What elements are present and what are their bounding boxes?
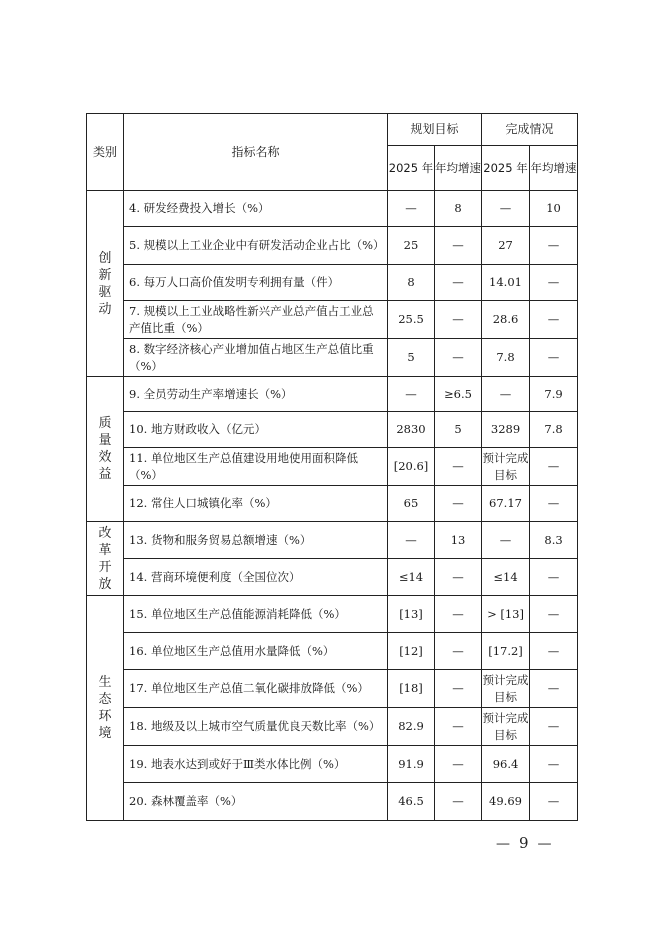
table-row [87,377,578,412]
indicator-name-cell: 18. 地级及以上城市空气质量优良天数比率（%） [124,708,388,746]
table-row [87,596,578,633]
done-2025-cell: [17.2] [482,633,530,670]
done-growth-cell: 10 [530,191,578,227]
plan-2025-cell: 2830 [388,412,435,448]
plan-growth-cell: — [435,448,482,486]
plan-growth-cell: — [435,633,482,670]
plan-growth-cell: — [435,265,482,301]
plan-2025-cell: — [388,191,435,227]
indicator-name-cell: 9. 全员劳动生产率增速长（%） [124,377,388,412]
category-label: 质量效益 [98,416,112,482]
done-growth-cell: 8.3 [530,522,578,559]
header-plan-growth: 年均增速 [435,146,482,191]
done-growth-cell: — [530,559,578,596]
category-cell [87,522,124,596]
table-body [87,191,578,821]
plan-growth-cell: — [435,783,482,821]
done-2025-cell: — [482,522,530,559]
category-label: 生态环境 [98,675,112,741]
plan-2025-cell: 65 [388,486,435,522]
indicator-name-cell: 17. 单位地区生产总值二氧化碳排放降低（%） [124,670,388,708]
indicator-name-cell: 7. 规模以上工业战略性新兴产业总产值占工业总产值比重（%） [124,301,388,339]
done-growth-cell: — [530,633,578,670]
plan-2025-cell: ≤14 [388,559,435,596]
table-row [87,522,578,559]
done-growth-cell: 7.8 [530,412,578,448]
done-growth-cell: — [530,746,578,783]
done-growth-cell: — [530,670,578,708]
plan-2025-cell: — [388,522,435,559]
done-2025-cell: — [482,377,530,412]
header-done-2025: 2025 年 [482,146,530,191]
plan-2025-cell: 82.9 [388,708,435,746]
header-indicator-name: 指标名称 [124,114,388,191]
indicator-name-cell: 16. 单位地区生产总值用水量降低（%） [124,633,388,670]
done-2025-cell: 96.4 [482,746,530,783]
done-growth-cell: — [530,708,578,746]
indicator-name-cell: 8. 数字经济核心产业增加值占地区生产总值比重（%） [124,339,388,377]
done-growth-cell: — [530,265,578,301]
category-label: 创新驱动 [98,250,112,317]
plan-growth-cell: 13 [435,522,482,559]
category-cell [87,377,124,522]
done-growth-cell: — [530,339,578,377]
table-row [87,339,578,377]
done-2025-cell: 28.6 [482,301,530,339]
plan-growth-cell: 8 [435,191,482,227]
table-row [87,633,578,670]
done-2025-cell: 预计完成目标 [482,708,530,746]
done-2025-cell: 预计完成目标 [482,448,530,486]
table-row [87,265,578,301]
indicator-name-cell: 20. 森林覆盖率（%） [124,783,388,821]
header-done-growth: 年均增速 [530,146,578,191]
table-row [87,412,578,448]
indicator-name-cell: 11. 单位地区生产总值建设用地使用面积降低（%） [124,448,388,486]
table-row [87,227,578,265]
plan-2025-cell: — [388,377,435,412]
plan-2025-cell: 91.9 [388,746,435,783]
table-row [87,559,578,596]
header-plan-target: 规划目标 [388,114,482,146]
category-label: 改革开放 [98,525,112,592]
table-row [87,486,578,522]
done-2025-cell: 67.17 [482,486,530,522]
plan-growth-cell: — [435,486,482,522]
done-2025-cell: 7.8 [482,339,530,377]
plan-growth-cell: — [435,708,482,746]
indicator-name-cell: 13. 货物和服务贸易总额增速（%） [124,522,388,559]
plan-2025-cell: [13] [388,596,435,633]
indicator-name-cell: 4. 研发经费投入增长（%） [124,191,388,227]
table-row [87,301,578,339]
plan-2025-cell: 8 [388,265,435,301]
plan-growth-cell: — [435,227,482,265]
plan-2025-cell: [20.6] [388,448,435,486]
table-row [87,448,578,486]
done-2025-cell: ≤14 [482,559,530,596]
category-cell [87,191,124,377]
page-footer: — 9 — [496,834,553,852]
done-2025-cell: 预计完成目标 [482,670,530,708]
header-category: 类别 [87,114,124,191]
plan-2025-cell: 25.5 [388,301,435,339]
table-row [87,670,578,708]
indicator-name-cell: 10. 地方财政收入（亿元） [124,412,388,448]
plan-2025-cell: [18] [388,670,435,708]
table-row [87,708,578,746]
plan-growth-cell: — [435,746,482,783]
header-plan-2025: 2025 年 [388,146,435,191]
done-2025-cell: 27 [482,227,530,265]
category-cell [87,596,124,821]
indicator-name-cell: 6. 每万人口高价值发明专利拥有量（件） [124,265,388,301]
plan-growth-cell: — [435,339,482,377]
done-growth-cell: — [530,227,578,265]
done-2025-cell: > [13] [482,596,530,633]
plan-2025-cell: 46.5 [388,783,435,821]
done-growth-cell: 7.9 [530,377,578,412]
table-row [87,191,578,227]
plan-growth-cell: 5 [435,412,482,448]
plan-2025-cell: [12] [388,633,435,670]
plan-growth-cell: — [435,670,482,708]
done-2025-cell: 49.69 [482,783,530,821]
indicator-table [86,113,578,821]
page-number: 9 [519,834,530,852]
plan-growth-cell: — [435,301,482,339]
plan-growth-cell: ≥6.5 [435,377,482,412]
plan-growth-cell: — [435,559,482,596]
table-row [87,746,578,783]
indicator-name-cell: 19. 地表水达到或好于Ⅲ类水体比例（%） [124,746,388,783]
done-growth-cell: — [530,301,578,339]
indicator-name-cell: 5. 规模以上工业企业中有研发活动企业占比（%） [124,227,388,265]
header-completion: 完成情况 [482,114,578,146]
done-2025-cell: 3289 [482,412,530,448]
table-row [87,783,578,821]
indicator-name-cell: 14. 营商环境便利度（全国位次） [124,559,388,596]
indicator-name-cell: 12. 常住人口城镇化率（%） [124,486,388,522]
done-growth-cell: — [530,596,578,633]
done-growth-cell: — [530,448,578,486]
plan-2025-cell: 5 [388,339,435,377]
indicator-name-cell: 15. 单位地区生产总值能源消耗降低（%） [124,596,388,633]
done-2025-cell: — [482,191,530,227]
plan-2025-cell: 25 [388,227,435,265]
plan-growth-cell: — [435,596,482,633]
done-growth-cell: — [530,783,578,821]
done-2025-cell: 14.01 [482,265,530,301]
done-growth-cell: — [530,486,578,522]
